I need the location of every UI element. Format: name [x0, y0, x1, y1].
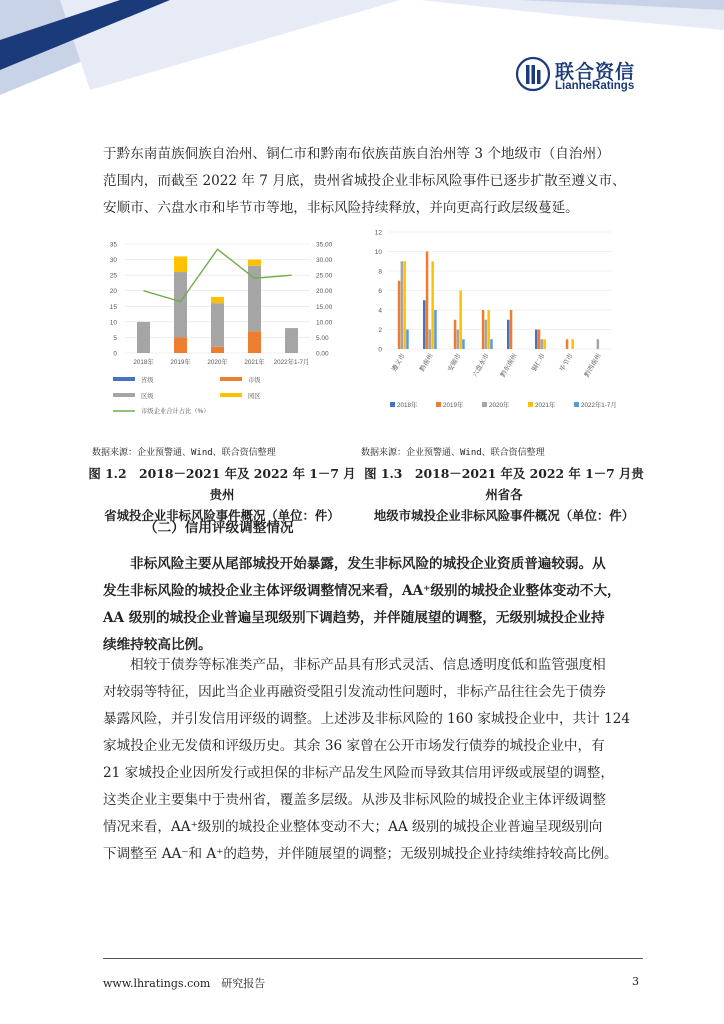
x-tick-label: 安顺市	[446, 352, 463, 373]
bar	[543, 339, 546, 349]
text-line: 范围内，而截至 2022 年 7 月底，贵州省城投企业非标风险事件已逐步扩散至遵义市、	[103, 173, 626, 189]
bar-segment	[248, 266, 261, 331]
legend-label: 2020年	[489, 402, 510, 409]
caption-line: 图 1.3 2018－2021 年及 2022 年 1－7 月贵州省各	[364, 466, 644, 502]
bar	[482, 310, 485, 349]
bar	[459, 291, 462, 350]
y-tick-label: 4	[378, 307, 382, 315]
y-tick-label: 8	[378, 268, 382, 276]
chart-left	[95, 232, 355, 422]
text-line: 家城投企业无发债和评级历史。其余 36 家曾在公开市场发行债券的城投企业中，有	[103, 738, 605, 754]
figure-right-caption	[358, 463, 650, 526]
y2-tick-label: 25.00	[316, 272, 333, 280]
section-heading: （二）信用评级调整情况	[144, 520, 294, 536]
legend-swatch	[113, 393, 135, 397]
bar	[429, 330, 432, 350]
x-tick-label: 六盘水市	[471, 352, 491, 379]
y2-tick-label: 5.00	[316, 334, 329, 342]
y-tick-label: 35	[109, 241, 117, 249]
bar	[566, 339, 569, 349]
body-paragraph	[103, 652, 643, 868]
text-line: 发生非标风险的城投企业主体评级调整情况来看，AA⁺级别的城投企业整体变动不大，	[103, 583, 621, 599]
y-tick-label: 5	[113, 334, 117, 342]
bar	[434, 310, 437, 349]
text-line: 于黔东南苗族侗族自治州、铜仁市和黔南布依族苗族自治州等 3 个地级市（自治州）	[103, 146, 610, 162]
y2-tick-label: 15.00	[316, 303, 333, 311]
legend-label: 2018年	[397, 402, 418, 409]
legend-label: 2021年	[535, 402, 556, 409]
x-tick-label: 黔西南州	[583, 352, 603, 379]
y2-tick-label: 0.00	[316, 350, 329, 358]
bar-segment	[211, 347, 224, 353]
bar	[457, 330, 460, 350]
x-tick-label: 遵义市	[390, 352, 407, 373]
legend-label: 省级	[141, 377, 154, 384]
text-line: 这类企业主要集中于贵州省，覆盖多层级。从涉及非标风险的城投企业主体评级调整	[103, 792, 606, 808]
chart-right	[360, 222, 620, 422]
y-tick-label: 20	[109, 288, 117, 296]
x-tick-label: 2022年1-7月	[273, 359, 310, 366]
text-line: 续维持较高比例。	[103, 637, 212, 653]
bar	[431, 261, 434, 349]
bar-segment	[174, 337, 187, 353]
legend-label: 园区	[248, 393, 261, 400]
legend-swatch	[220, 393, 242, 397]
y2-tick-label: 35.00	[316, 241, 333, 249]
text-line: 非标风险主要从尾部城投开始暴露，发生非标风险的城投企业资质普遍较弱。从	[130, 556, 606, 572]
bar	[485, 320, 488, 349]
logo-mark-icon	[515, 56, 551, 92]
text-line: 下调整至 AA⁻和 A⁺的趋势，并伴随展望的调整；无级别城投企业持续维持较高比例。	[103, 846, 618, 862]
text-line: 安顺市、六盘水市和毕节市等地，非标风险持续释放，并向更高行政层级蔓延。	[103, 200, 579, 216]
figure-right-source: 数据来源：企业预警通、Wind、联合资信整理	[361, 448, 545, 458]
footer-website: www.lhratings.com 研究报告	[103, 977, 266, 990]
bar	[423, 300, 426, 349]
text-line: 相较于债券等标准类产品，非标产品具有形式灵活、信息透明度低和监管强度相	[130, 657, 606, 673]
bar	[398, 281, 401, 349]
y-tick-label: 10	[109, 319, 117, 327]
bar	[510, 310, 513, 349]
y-tick-label: 0	[113, 350, 117, 358]
x-tick-label: 2020年	[207, 359, 228, 366]
bar-segment	[248, 260, 261, 266]
bar-segment	[174, 272, 187, 337]
y2-tick-label: 30.00	[316, 257, 333, 265]
legend-label: 市级企业合计占比（%）	[141, 408, 210, 415]
y-tick-label: 12	[374, 229, 382, 237]
legend-label: 市级	[248, 377, 261, 384]
legend-swatch	[390, 402, 395, 407]
legend-swatch	[528, 402, 533, 407]
text-line: 暴露风险，并引发信用评级的调整。上述涉及非标风险的 160 家城投企业中，共计 124	[103, 711, 631, 727]
caption-line: 省城投企业非标风险事件概况（单位：件）	[104, 508, 340, 523]
bar	[462, 339, 465, 349]
text-line: 21 家城投企业因所发行或担保的非标产品发生风险而导致其信用评级或展望的调整，	[103, 765, 614, 781]
footer-divider	[103, 958, 643, 959]
bar	[535, 330, 538, 350]
legend-label: 2022年1-7月	[581, 402, 617, 409]
y-tick-label: 10	[374, 249, 382, 256]
bar-segment	[137, 322, 150, 353]
x-tick-label: 毕节市	[558, 352, 575, 373]
caption-line: 地级市城投企业非标风险事件概况（单位：件）	[373, 508, 635, 523]
bar	[487, 310, 490, 349]
bar	[541, 339, 544, 349]
y-tick-label: 2	[378, 327, 382, 334]
legend-swatch	[574, 402, 579, 407]
bar	[406, 330, 409, 350]
bar	[571, 339, 574, 349]
bar-segment	[248, 331, 261, 353]
legend-swatch	[220, 377, 242, 381]
bar	[403, 261, 406, 349]
page-number: 3	[632, 975, 639, 988]
y2-tick-label: 10.00	[316, 319, 333, 327]
bar	[490, 339, 493, 349]
bar	[597, 339, 600, 349]
y-tick-label: 0	[378, 346, 382, 354]
bold-paragraph	[103, 551, 643, 659]
x-tick-label: 2019年	[170, 359, 191, 366]
bar-segment	[211, 303, 224, 347]
x-tick-label: 2018年	[133, 359, 154, 366]
y-tick-label: 30	[109, 257, 117, 265]
legend-swatch	[113, 377, 135, 381]
intro-paragraph	[103, 141, 643, 222]
x-tick-label: 黔南州	[418, 352, 435, 373]
x-tick-label: 2021年	[244, 359, 265, 366]
legend-label: 2019年	[443, 402, 464, 409]
legend-swatch	[482, 402, 487, 407]
logo-text-cn: 联合资信	[555, 61, 636, 83]
legend-swatch	[436, 402, 441, 407]
bar-segment	[174, 256, 187, 272]
x-tick-label: 黔东南州	[499, 352, 519, 379]
line-series	[144, 249, 292, 301]
text-line: 对较弱等特征，因此当企业再融资受阻引发流动性问题时，非标产品往往会先于债券	[103, 684, 606, 700]
bar-segment	[211, 297, 224, 303]
y-tick-label: 15	[109, 303, 117, 311]
figure-left-source: 数据来源：企业预警通、Wind、联合资信整理	[92, 448, 276, 458]
bar	[401, 261, 404, 349]
text-line: 情况来看，AA⁺级别的城投企业整体变动不大；AA 级别的城投企业普遍呈现级别向	[103, 819, 603, 835]
y-tick-label: 25	[109, 272, 117, 280]
bar	[538, 330, 541, 350]
bar	[507, 320, 510, 349]
caption-line: 图 1.2 2018－2021 年及 2022 年 1－7 月贵州	[88, 466, 356, 502]
text-line: AA 级别的城投企业普遍呈现级别下调趋势，并伴随展望的调整，无级别城投企业持	[103, 610, 605, 626]
legend-label: 区级	[141, 393, 154, 400]
logo-text-en: LianheRatings	[555, 80, 635, 92]
y2-tick-label: 20.00	[316, 288, 333, 296]
y-tick-label: 6	[378, 288, 382, 295]
x-tick-label: 铜仁市	[530, 352, 547, 373]
bar	[454, 320, 457, 349]
bar-segment	[285, 328, 298, 353]
bar	[426, 252, 429, 350]
